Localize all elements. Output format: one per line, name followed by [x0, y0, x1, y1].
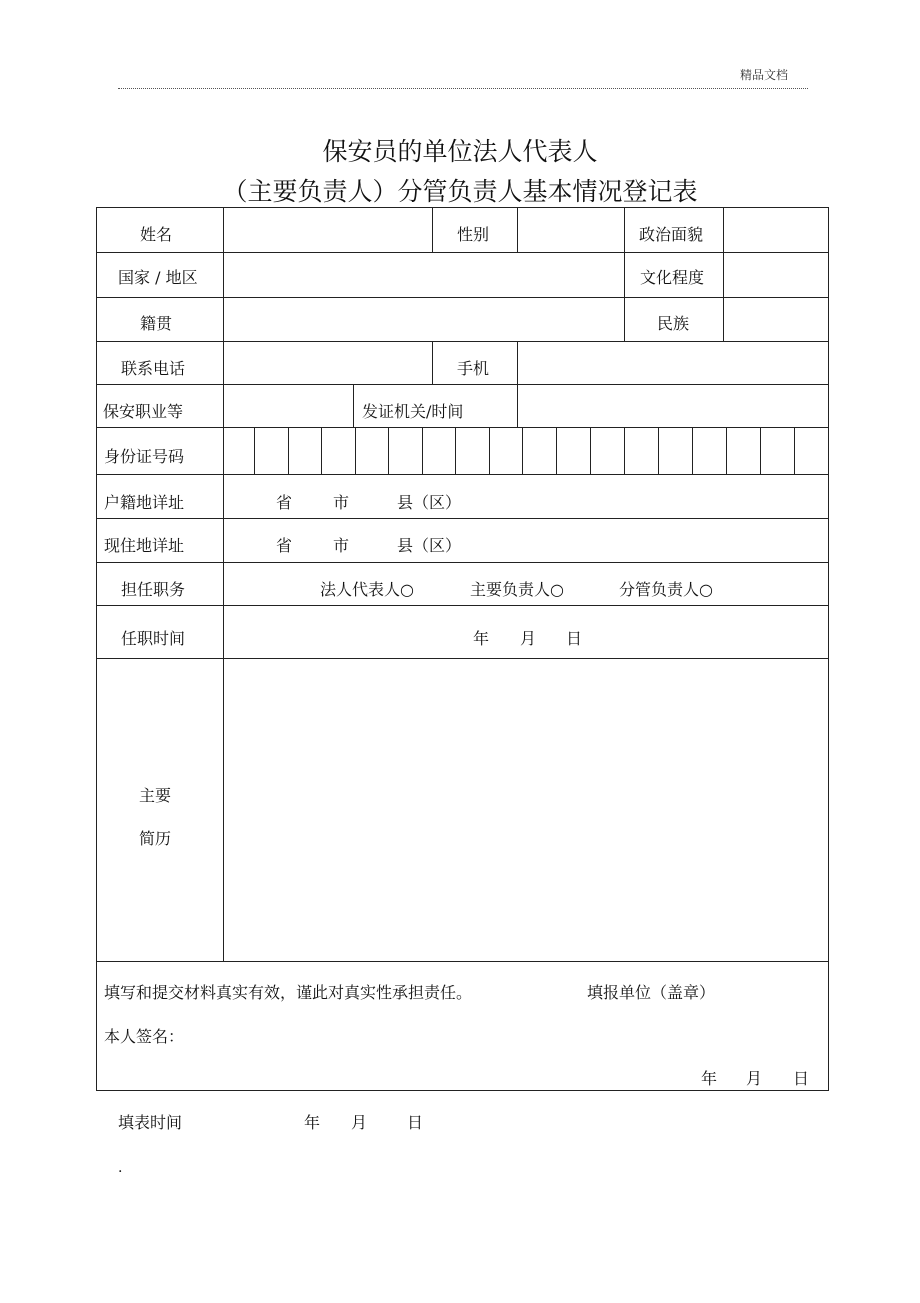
household-city: 市 [333, 493, 350, 512]
mobile-label: 手机 [457, 359, 490, 378]
fill-day: 日 [407, 1113, 424, 1132]
tenure-label: 任职时间 [121, 629, 186, 648]
id-digit-box-divider [422, 427, 423, 475]
row-line [96, 518, 829, 519]
security-grade-label: 保安职业等 [103, 402, 184, 421]
id-digit-box-divider [288, 427, 289, 475]
trailing-dot: . [118, 1160, 123, 1176]
tenure-month: 月 [520, 629, 537, 648]
id-digit-box-divider [388, 427, 389, 475]
row-line [96, 341, 829, 342]
cell-divider [432, 207, 433, 253]
fill-month: 月 [351, 1113, 368, 1132]
id-digit-box-divider [522, 427, 523, 475]
table-border-right [828, 207, 829, 1091]
residence-county: 县（区） [397, 536, 462, 555]
id-digit-box-divider [794, 427, 795, 475]
id-digit-box-divider [254, 427, 255, 475]
cell-divider [517, 341, 518, 385]
household-address-label: 户籍地详址 [104, 493, 185, 512]
row-line [96, 961, 829, 962]
gender-label: 性别 [457, 225, 490, 244]
education-label: 文化程度 [640, 268, 705, 287]
row-line [96, 474, 829, 475]
id-digit-box-divider [355, 427, 356, 475]
sign-year: 年 [701, 1069, 718, 1088]
political-status-label: 政治面貌 [639, 225, 704, 244]
cell-divider [432, 341, 433, 385]
id-digit-box-divider [692, 427, 693, 475]
household-county: 县（区） [397, 493, 462, 512]
residence-address-label: 现住地详址 [104, 536, 185, 555]
id-digit-box-divider [489, 427, 490, 475]
cell-divider [517, 384, 518, 428]
option-main-responsible[interactable]: 主要负责人○ [470, 580, 564, 599]
row-line [96, 427, 829, 428]
resume-label-line-2: 简历 [139, 829, 172, 848]
label-column-divider [223, 207, 224, 962]
row-line [96, 384, 829, 385]
signature-label: 本人签名： [104, 1027, 185, 1046]
tenure-year: 年 [473, 629, 490, 648]
name-label: 姓名 [140, 225, 173, 244]
cell-divider [624, 252, 625, 342]
id-digit-box-divider [726, 427, 727, 475]
cell-divider [517, 207, 518, 253]
option-deputy-responsible[interactable]: 分管负责人○ [619, 580, 713, 599]
resume-label-line-1: 主要 [139, 786, 172, 805]
issuer-time-label: 发证机关/时间 [362, 402, 464, 421]
residence-city: 市 [333, 536, 350, 555]
row-line [96, 297, 829, 298]
form-title-line-1: 保安员的单位法人代表人 [322, 137, 598, 166]
option-legal-representative[interactable]: 法人代表人○ [320, 580, 414, 599]
id-digit-box-divider [321, 427, 322, 475]
sign-month: 月 [746, 1069, 763, 1088]
row-line [96, 252, 829, 253]
row-line [96, 658, 829, 659]
cell-divider [353, 384, 354, 428]
row-line [96, 562, 829, 563]
phone-label: 联系电话 [121, 359, 186, 378]
position-label: 担任职务 [121, 580, 186, 599]
table-border-bottom [96, 1090, 829, 1091]
fill-time-label: 填表时间 [118, 1113, 183, 1132]
declaration-text: 填写和提交材料真实有效，谨此对真实性承担责任。 [104, 983, 473, 1002]
id-digit-box-divider [556, 427, 557, 475]
unit-seal-label: 填报单位（盖章） [587, 983, 716, 1002]
id-number-label: 身份证号码 [104, 447, 185, 466]
id-digit-box-divider [658, 427, 659, 475]
cell-divider [723, 207, 724, 342]
header-divider [118, 88, 808, 89]
ethnicity-label: 民族 [657, 314, 690, 333]
sign-day: 日 [793, 1069, 810, 1088]
household-province: 省 [276, 493, 293, 512]
id-digit-box-divider [760, 427, 761, 475]
residence-province: 省 [276, 536, 293, 555]
table-border-left [96, 207, 97, 1091]
row-line [96, 605, 829, 606]
country-region-label: 国家 / 地区 [118, 268, 198, 287]
form-title-line-2: （主要负责人）分管负责人基本情况登记表 [222, 177, 698, 206]
native-place-label: 籍贯 [140, 314, 173, 333]
id-digit-box-divider [455, 427, 456, 475]
tenure-day: 日 [566, 629, 583, 648]
id-digit-box-divider [624, 427, 625, 475]
fill-year: 年 [304, 1113, 321, 1132]
id-digit-box-divider [590, 427, 591, 475]
cell-divider [624, 207, 625, 253]
header-note: 精品文档 [740, 68, 789, 82]
table-border-top [96, 207, 829, 208]
